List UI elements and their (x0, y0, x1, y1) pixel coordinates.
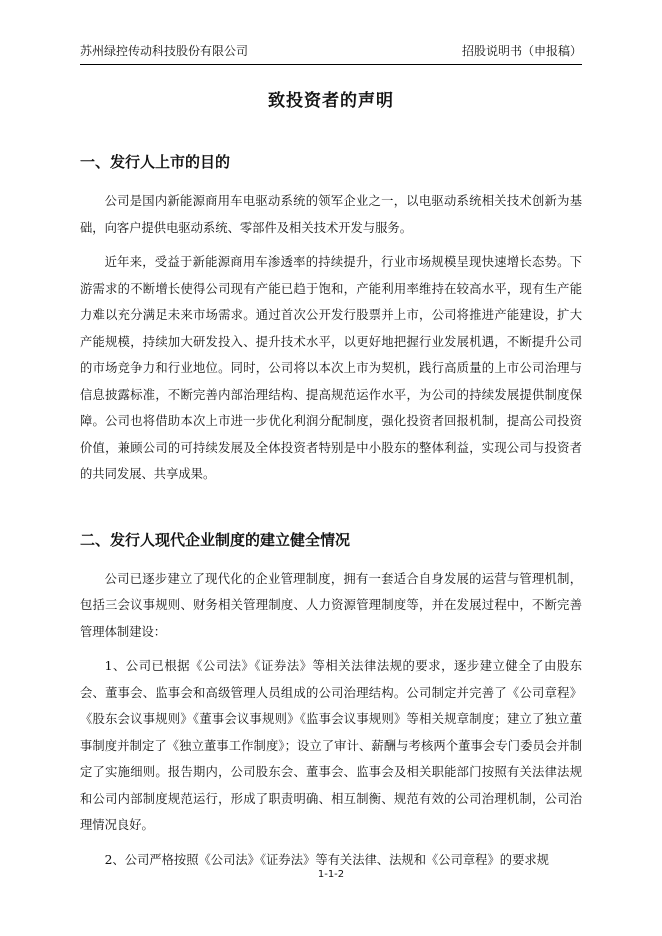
header-company-name: 苏州绿控传动科技股份有限公司 (80, 44, 249, 58)
page-number: 1-1-2 (317, 869, 345, 880)
page-title: 致投资者的声明 (268, 91, 394, 111)
section-2-paragraph-1: 公司已逐步建立了现代化的企业管理制度，拥有一套适合自身发展的运营与管理机制，包括三会议事规则、财务相关管理制度、人力资源管理制度等，并在发展过程中，不断完善管理体制建设： (80, 571, 582, 639)
page-header (80, 42, 582, 65)
header-document-type: 招股说明书（申报稿） (461, 44, 582, 58)
section-2-paragraph-3: 2、公司严格按照《公司法》《证券法》等有关法律、法规和《公司章程》的要求规 (104, 852, 549, 867)
section-1-paragraph-1: 公司是国内新能源商用车电驱动系统的领军企业之一，以电驱动系统相关技术创新为基础，向客户提供电驱动系统、零部件及相关技术开发与服务。 (80, 194, 582, 235)
section-1-paragraph-2: 近年来，受益于新能源商用车渗透率的持续提升，行业市场规模呈现快速增长态势。下游需求的不断增长使得公司现有产能已趋于饱和，产能利用率维持在较高水平，现有生产能力难以充分满足未来市场需求。通过首次公开发行股票并上市，公司将推进产能建设，扩大产能规模，持续加大研发投入、提升技术水平，以更好地把握行业发展机遇，不断提升公司的市场竞争力和行业地位。同时，公司将以本次上市为契机，践行高质量的上市公司治理与信息披露标准，不断完善内部治理结构、提高规范运作水平，为公司的持续发展提供制度保障。公司也将借助本次上市进一步优化利润分配制度，强化投资者回报机制，提高公司投资价值，兼顾公司的可持续发展及全体投资者特别是中小股东的整体利益，实现公司与投资者的共同发展、共享成果。 (80, 255, 582, 481)
document-body (80, 148, 582, 873)
section-2-paragraph-2: 1、公司已根据《公司法》《证券法》等相关法律法规的要求，逐步建立健全了由股东会、董事会、监事会和高级管理人员组成的公司治理结构。公司制定并完善了《公司章程》《股东会议事规则》《董事会议事规则》《监事会议事规则》等相关规章制度；建立了独立董事制度并制定了《独立董事工作制度》；设立了审计、薪酬与考核两个董事会专门委员会并制定了实施细则。报告期内，公司股东会、董事会、监事会及相关职能部门按照有关法律法规和公司内部制度规范运行，形成了职责明确、相互制衡、规范有效的公司治理机制，公司治理情况良好。 (80, 659, 582, 832)
section-1-heading: 一、发行人上市的目的 (80, 153, 231, 171)
section-2-heading: 二、发行人现代企业制度的建立健全情况 (80, 530, 351, 549)
